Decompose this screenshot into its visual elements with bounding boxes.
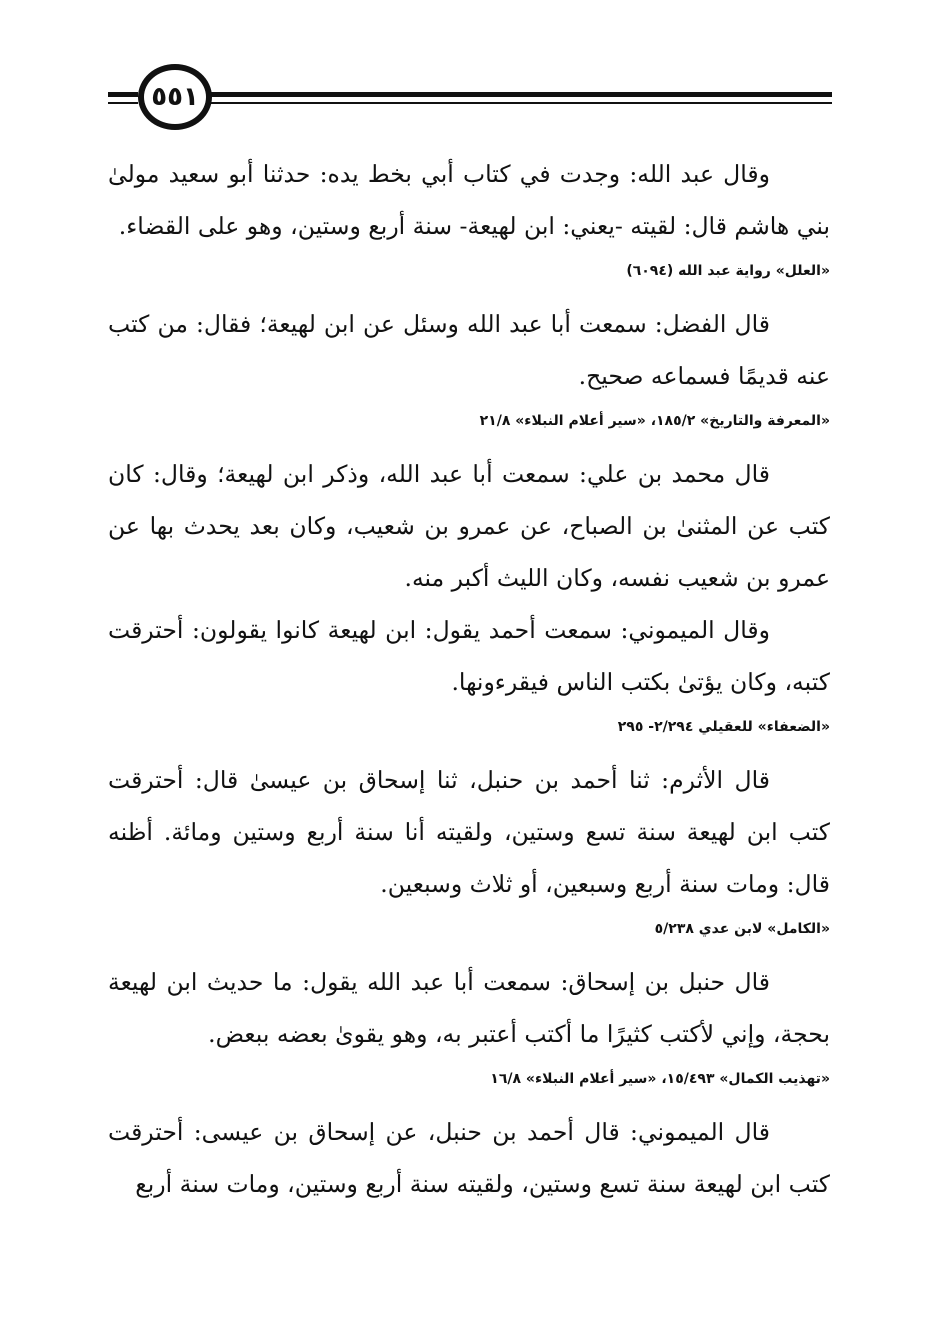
- entry-2-reference: «المعرفة والتاريخ» ١٨٥/٢، «سير أعلام النبلاء» ٢١/٨: [479, 413, 830, 429]
- entry-4-text: [108, 604, 830, 708]
- entry-3-line-3: عن عمرو بن شعيب نفسه، وكان الليث أكبر منه.: [108, 512, 830, 592]
- entry-7-line-2: كتب ابن لهيعة سنة تسع وستين، ولقيته سنة أربع وستين، ومات سنة أربع: [135, 1170, 830, 1198]
- entry-3-line-2: كتب عن المثنىٰ بن الصباح، عن عمرو بن شعيب، وكان بعد يحدث بها: [149, 512, 830, 540]
- entry-4-line-2: أحترقت كتبه، وكان يؤتىٰ بكتب الناس فيقرءونها.: [108, 616, 830, 696]
- header-rule-thin: [210, 102, 832, 104]
- entry-1-line-2: بني هاشم قال: لقيته -يعني: ابن لهيعة- سنة أربع وستين، وهو على: [197, 212, 830, 240]
- header-rule-left-thick: [108, 92, 138, 97]
- entry-7-text: [108, 1106, 830, 1210]
- entry-3-line-1: قال محمد بن علي: سمعت أبا عبد الله، وذكر ابن لهيعة؛ وقال: كان: [108, 460, 770, 488]
- entry-6-text: [108, 956, 830, 1060]
- entry-2-line-1: قال الفضل: سمعت أبا عبد الله وسئل عن ابن لهيعة؛ فقال: من كتب: [108, 310, 770, 338]
- entry-1-reference: «العلل» رواية عبد الله (٦٠٩٤): [626, 263, 830, 279]
- entry-1-line-1: وقال عبد الله: وجدت في كتاب أبي بخط يده: حدثنا أبو سعيد مولىٰ: [108, 160, 770, 188]
- entry-6-reference: «تهذيب الكمال» ١٥/٤٩٣، «سير أعلام النبلاء» ١٦/٨: [490, 1071, 830, 1087]
- entry-4-line-1: وقال الميموني: سمعت أحمد يقول: ابن لهيعة كانوا يقولون:: [191, 616, 770, 644]
- header-rule-thick: [210, 92, 832, 97]
- header-rule-left-thin: [108, 102, 138, 104]
- entry-1-text: [108, 148, 830, 252]
- page-body: [108, 148, 830, 1210]
- entry-5-text: [108, 754, 830, 910]
- page-header: [0, 62, 945, 152]
- entry-7-line-1: قال الميموني: قال أحمد بن حنبل، عن إسحاق بن عيسى: أحترقت: [108, 1118, 770, 1146]
- entry-6-line-1: قال حنبل بن إسحاق: سمعت أبا عبد الله يقول: ما حديث ابن لهيعة: [108, 968, 770, 996]
- entry-5-line-1: قال الأثرم: ثنا أحمد بن حنبل، ثنا إسحاق بن عيسىٰ قال: أحترقت: [108, 766, 770, 794]
- entry-6-line-2: بحجة، وإني لأكتب كثيرًا ما أكتب أعتبر به، وهو يقوىٰ بعضه ببعض.: [208, 1020, 830, 1048]
- page-number: ٥٥١: [151, 82, 199, 112]
- entry-2-text: [108, 298, 830, 402]
- entry-2-line-2: عنه قديمًا فسماعه صحيح.: [578, 362, 830, 390]
- entry-1-line-3: القضاء.: [118, 212, 191, 240]
- page-number-badge: [138, 64, 212, 130]
- entry-3-text: [108, 448, 830, 604]
- entry-5-line-3: قال: ومات سنة أربع وسبعين، أو ثلاث وسبعين.: [380, 870, 830, 898]
- entry-4-reference: «الضعفاء» للعقيلي ٢/٢٩٤- ٢٩٥: [617, 719, 830, 735]
- entry-5-line-2: كتب ابن لهيعة سنة تسع وستين، ولقيته أنا سنة أربع وستين ومائة. أظنه: [108, 818, 830, 846]
- entry-5-reference: «الكامل» لابن عدي ٥/٢٣٨: [654, 921, 830, 937]
